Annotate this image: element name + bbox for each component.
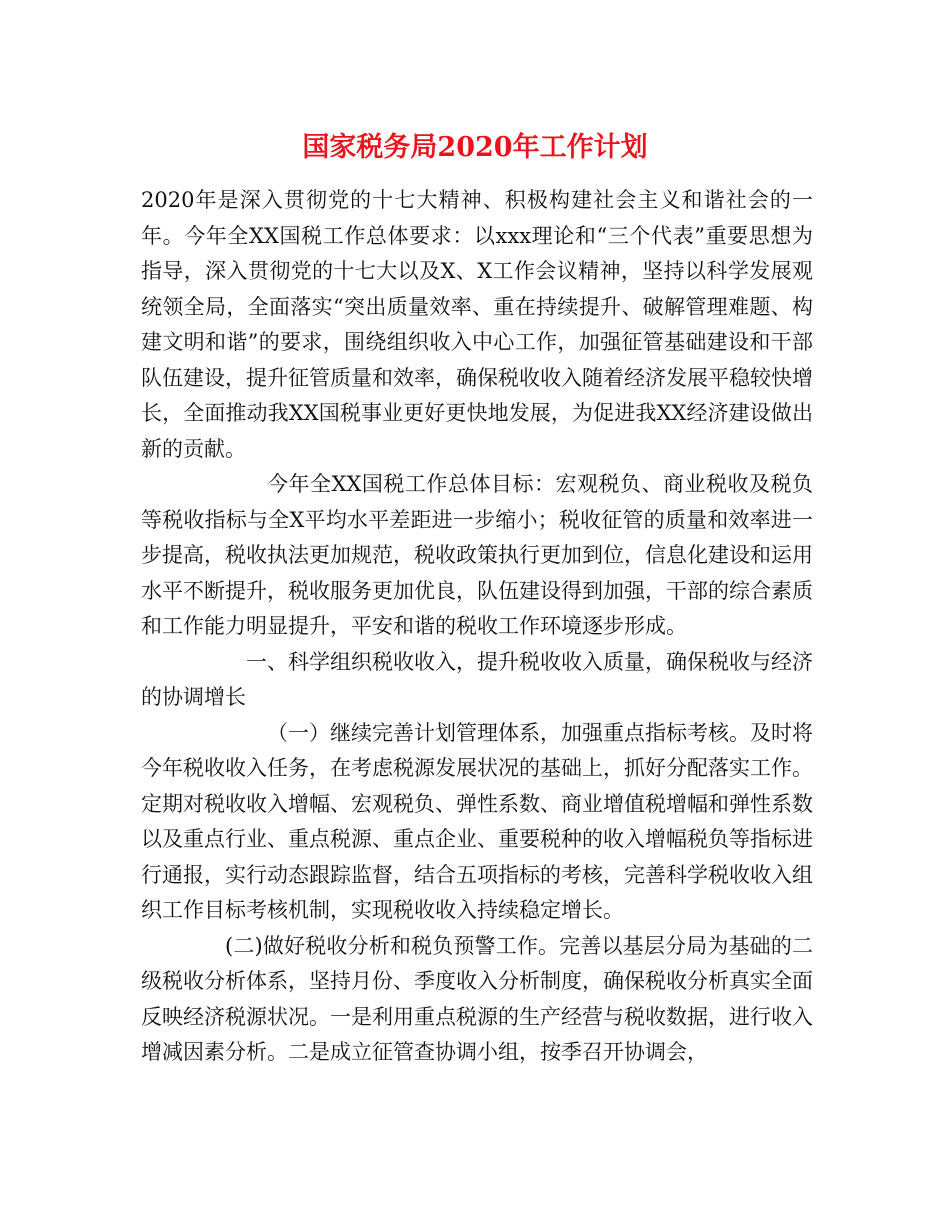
section-heading-1: 一、科学组织税收收入，提升税收收入质量，确保税收与经济的协调增长 <box>141 649 813 709</box>
paragraph-intro: 2020年是深入贯彻党的十七大精神、积极构建社会主义和谐社会的一年。今年全XX国税工作总体要求：以xxx理论和“三个代表”重要思想为指导，深入贯彻党的十七大以及X、X工作会议精神，坚持以科学发展观统领全局，全面落实“突出质量效率、重在持续提升、破解管理难题、构建文明和谐”的要求，围绕组织收入中心工作，加强征管基础建设和干部队伍建设，提升征管质量和效率，确保税收收入随着经济发展平稳较快增长，全面推动我XX国税事业更好更快地发展，为促进我XX经济建设做出新的贡献。 <box>141 188 813 461</box>
paragraph-item-2: (二)做好税收分析和税负预警工作。完善以基层分局为基础的二级税收分析体系，坚持月份、季度收入分析制度，确保税收分析真实全面反映经济税源状况。一是利用重点税源的生产经营与税收数据，进行收入增减因素分析。二是成立征管查协调小组，按季召开协调会， <box>141 933 813 1064</box>
document-body <box>141 183 813 1071</box>
document-title: 国家税务局2020年工作计划 <box>302 132 648 163</box>
paragraph-goals: 今年全XX国税工作总体目标：宏观税负、商业税收及税负等税收指标与全X平均水平差距进一步缩小；税收征管的质量和效率进一步提高，税收执法更加规范，税收政策执行更加到位，信息化建设和运用水平不断提升，税收服务更加优良，队伍建设得到加强，干部的综合素质和工作能力明显提升，平安和谐的税收工作环境逐步形成。 <box>141 472 813 638</box>
paragraph-item-1: （一）继续完善计划管理体系，加强重点指标考核。及时将今年税收收入任务，在考虑税源发展状况的基础上，抓好分配落实工作。定期对税收收入增幅、宏观税负、弹性系数、商业增值税增幅和弹性系数以及重点行业、重点税源、重点企业、重要税种的收入增幅税负等指标进行通报，实行动态跟踪监督，结合五项指标的考核，完善科学税收收入组织工作目标考核机制，实现税收收入持续稳定增长。 <box>141 720 813 922</box>
